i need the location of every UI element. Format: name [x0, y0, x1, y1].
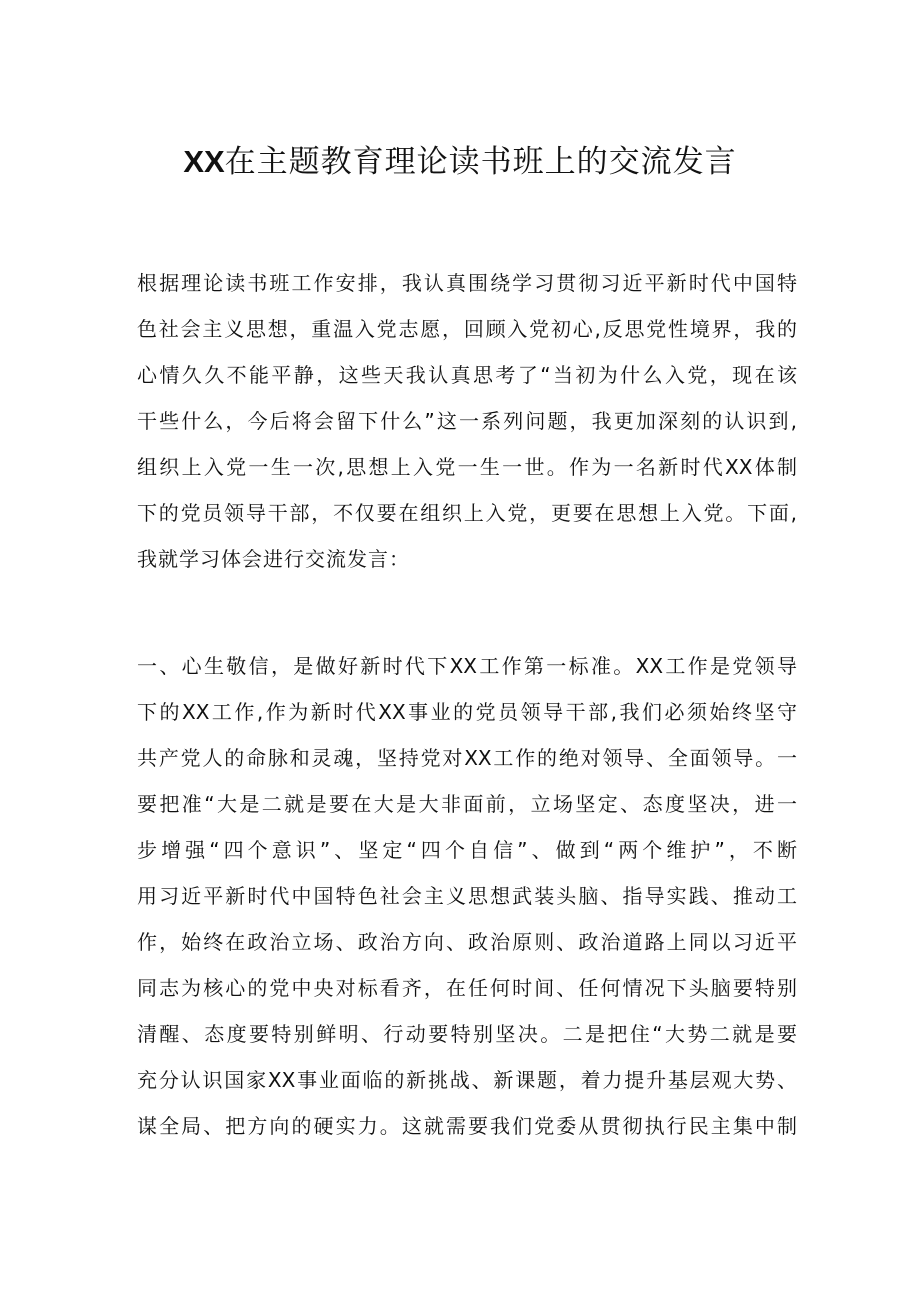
section-line: 一、心生敬信，是做好新时代下XX工作第一标准。XX工作是党领导 [137, 654, 797, 678]
document-title [0, 138, 920, 186]
intro-line: 心情久久不能平静，这些天我认真思考了“当初为什么入党，现在该 [137, 363, 797, 387]
section-line: 作，始终在政治立场、政治方向、政治原则、政治道路上同以习近平 [137, 930, 797, 954]
section-line: 下的XX工作,作为新时代XX事业的党员领导干部,我们必须始终坚守 [137, 700, 797, 724]
title-prefix: XX [183, 144, 225, 179]
section-line: 同志为核心的党中央对标看齐，在任何时间、任何情况下头脑要特别 [137, 976, 797, 1000]
intro-line: 干些什么，今后将会留下什么”这一系列问题，我更加深刻的认识到, [137, 409, 797, 433]
intro-line: 我就学习体会进行交流发言： [137, 547, 410, 571]
section-line: 谋全局、把方向的硬实力。这就需要我们党委从贯彻执行民主集中制 [137, 1114, 797, 1138]
title-text: 在主题教育理论读书班上的交流发言 [224, 144, 737, 180]
section-line: 清醒、态度要特别鲜明、行动要特别坚决。二是把住“大势二就是要 [137, 1022, 797, 1046]
intro-line: 组织上入党一生一次,思想上入党一生一世。作为一名新时代XX体制 [137, 455, 797, 479]
section-line: 用习近平新时代中国特色社会主义思想武装头脑、指导实践、推动工 [137, 884, 797, 908]
section-line: 步增强“四个意识”、坚定“四个自信”、做到“两个维护”，不断 [137, 838, 797, 862]
intro-line: 下的党员领导干部，不仅要在组织上入党，更要在思想上入党。下面, [137, 501, 797, 525]
section-line: 充分认识国家XX事业面临的新挑战、新课题，着力提升基层观大势、 [137, 1068, 797, 1092]
intro-line: 根据理论读书班工作安排，我认真围绕学习贯彻习近平新时代中国特 [137, 271, 797, 295]
section-line: 要把准“大是二就是要在大是大非面前，立场坚定、态度坚决，进一 [137, 792, 797, 816]
intro-line: 色社会主义思想，重温入党志愿，回顾入党初心,反思党性境界，我的 [137, 317, 797, 341]
section-line: 共产党人的命脉和灵魂，坚持党对XX工作的绝对领导、全面领导。一 [137, 746, 797, 770]
